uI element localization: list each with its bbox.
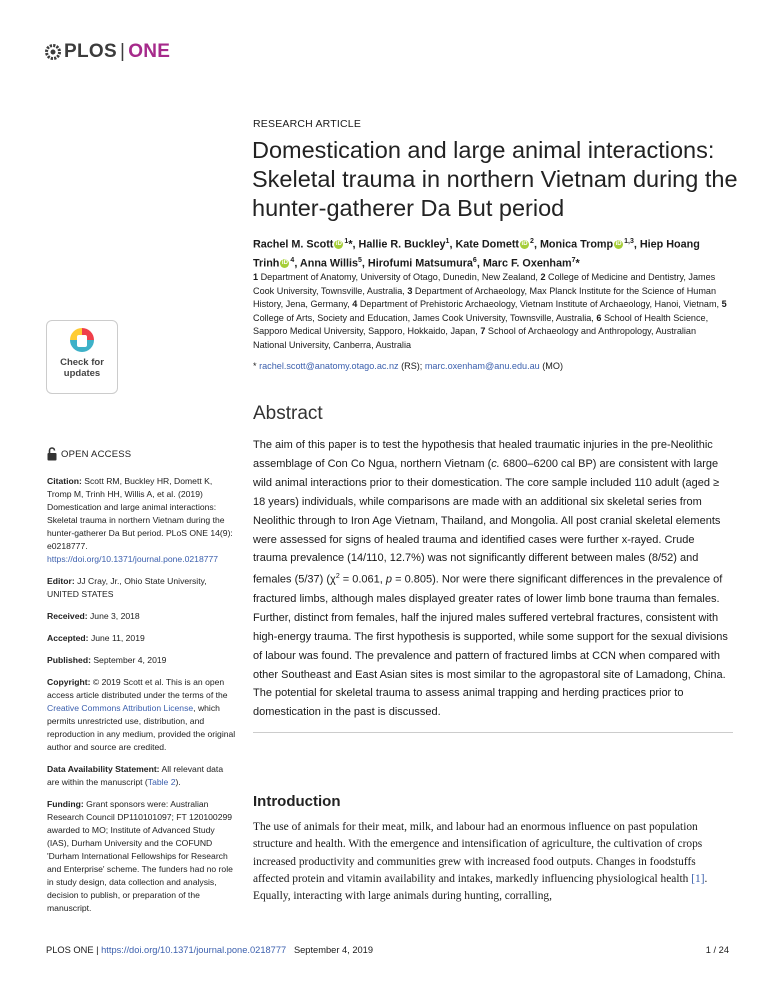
copyright-block — [47, 676, 237, 754]
abstract-part-4: = 0.805). Nor were there significant differences in the prevalence of fractured limbs, although males displayed greater rates of lower limb bone trauma than females. Further, distinct from females, half the injured males suffered vertebral fractures, consistent with high-energy trauma. The first hypothesis is supported, while some support for the sexual divisions of labour was found. The prevalence and pattern of fractured limbs at CCN when compared with other Southeast and East Asian sites is most similar to the agropastoral site of Lamadong, China. The potential for skeletal trauma to assess animal trapping and herding practices prior to domestication in the past is discussed. — [253, 574, 728, 719]
intro-part-2: . Equally, interacting with large animals during hunting, corralling, — [253, 872, 708, 903]
data-availability-pre: All relevant data are within the manuscript ( — [47, 764, 224, 787]
open-access-badge — [47, 447, 237, 461]
logo-separator: | — [119, 41, 126, 62]
published-label: Published: — [47, 655, 91, 665]
abstract-part-2: 6800–6200 cal BP) are consistent with large wild animal interactions prior to their domestication. The core sample included 110 adult (aged ≥ 18 years) individuals, while comparisons are made with an additional six skeletal series from Neolithic through to Iron Age Vietnam, Thailand, and Mongolia. All post cranial skeletal elements were assessed for signs of healed trauma and identified cases were further x-rayed. Crude trauma prevalence (14/110, 12.7%) was not significantly different between males (8/52) and females (5/37) (χ — [253, 457, 721, 586]
author-list: Rachel M. Scott iD $^1$*, Hallie R. Buckley$^1$, Kate Domett iD $^2$, Monica Tromp iD $^{1,3}$, Hiep Hoang Trinh iD $^4$, Anna Willis$^5$, Hirofumi Matsumura$^6$, Marc F. Oxenham$^7$* — [253, 238, 700, 270]
abstract-heading: Abstract — [253, 403, 323, 424]
received-block — [47, 610, 237, 623]
abstract-part-3: = 0.061, — [339, 574, 386, 586]
accepted-label: Accepted: — [47, 633, 89, 643]
article-type: RESEARCH ARTICLE — [253, 118, 362, 130]
author-name: Monica Tromp — [539, 238, 614, 251]
author-affiliation-sup: 1,3 — [624, 238, 634, 245]
email-link-1[interactable]: rachel.scott@anatomy.otago.ac.nz — [259, 361, 399, 371]
reference-1-link[interactable]: [1] — [691, 872, 705, 885]
author-name: Hirofumi Matsumura — [367, 257, 473, 270]
author-name: Marc F. Oxenham — [482, 257, 572, 270]
chi-square-exponent: 2 — [335, 573, 340, 581]
received-label: Received: — [47, 611, 88, 621]
plos-logo-icon — [45, 44, 61, 60]
affiliations — [253, 271, 731, 353]
page-number: 1 / 24 — [705, 945, 729, 955]
affiliation-text: Department of Prehistoric Archaeology, Vietnam Institute of Archaeology, Hanoi, Vietnam, — [359, 299, 720, 310]
data-availability-post: ). — [175, 777, 181, 787]
affiliation-text: Department of Archaeology, Max Planck Institute for the Science of Human History, Jena, Germany, — [253, 285, 717, 310]
received-date: June 3, 2018 — [90, 611, 140, 621]
crossmark-icon — [68, 326, 96, 356]
editor-text: JJ Cray, Jr., Ohio State University, UNITED STATES — [47, 576, 207, 599]
author-affiliation-sup: 6 — [472, 256, 477, 264]
citation-block — [47, 475, 237, 566]
abstract-divider — [253, 732, 733, 733]
copyright-text-pre: © 2019 Scott et al. This is an open access article distributed under the terms of the — [47, 677, 228, 700]
open-lock-icon — [47, 447, 57, 461]
data-availability-block — [47, 763, 237, 789]
abstract-part-1: The aim of this paper is to test the hypothesis that healed traumatic injuries in the pre-Neolithic assemblage of Con Co Ngua, northern Vietnam ( — [253, 439, 713, 470]
published-block — [47, 654, 237, 667]
plos-one-logo[interactable] — [45, 41, 170, 63]
check-updates-line2: updates — [63, 368, 101, 379]
check-for-updates-button[interactable] — [46, 320, 118, 394]
footer-date: September 4, 2019 — [293, 945, 374, 955]
email-link-2[interactable]: marc.oxenham@anu.edu.au — [424, 361, 540, 371]
orcid-icon[interactable]: iD — [281, 259, 288, 266]
abstract-circa: c. — [491, 457, 500, 470]
author-affiliation-sup: 5 — [358, 256, 362, 264]
abstract-text — [253, 436, 728, 722]
intro-part-1: The use of animals for their meat, milk, and labour had an enormous influence on past population structure and health. With the emergence and intensification of agriculture, the cultivation of crops increased productivity and communities grew with increased food outputs. Changes in foodstuffs affected protein and vitamin availability and intakes, markedly influencing physiological health — [253, 821, 703, 885]
author-name: Kate Domett — [455, 238, 520, 251]
affiliation-number: 7 — [480, 326, 486, 337]
funding-block — [47, 798, 237, 915]
orcid-icon[interactable]: iD — [335, 241, 342, 248]
accepted-date: June 11, 2019 — [90, 633, 145, 643]
footer-journal: PLOS ONE | — [46, 945, 99, 955]
editor-label: Editor: — [47, 576, 75, 586]
author-name: Anna Willis — [299, 257, 359, 270]
article-info-sidebar — [47, 447, 237, 924]
abstract-p-value: p — [385, 574, 393, 586]
affiliation-text: College of Arts, Society and Education, James Cook University, Townsville, Australia, — [253, 312, 594, 323]
affiliation-text: School of Archaeology and Anthropology, Australian National University, Canberra, Australia — [253, 326, 697, 350]
affiliation-text: College of Medicine and Dentistry, James Cook University, Townsville, Australia, — [253, 272, 716, 296]
accepted-block — [47, 632, 237, 645]
author-affiliation-sup: 1 — [445, 238, 450, 245]
correspondence — [253, 361, 723, 371]
table-2-link[interactable]: Table 2 — [147, 777, 176, 787]
correspondence-tag-1: (RS); — [401, 361, 423, 371]
editor-block — [47, 575, 237, 601]
correspondence-star: * — [253, 361, 257, 371]
page-footer — [46, 945, 729, 955]
license-link[interactable]: Creative Commons Attribution License — [47, 703, 194, 713]
citation-label: Citation: — [47, 476, 82, 486]
affiliation-number: 3 — [407, 285, 413, 296]
corresponding-author-star: * — [575, 257, 580, 270]
citation-text: Scott RM, Buckley HR, Domett K, Tromp M, Trinh HH, Willis A, et al. (2019) Domestication and large animal interactions: Skeletal trauma in northern Vietnam during the hunter-gatherer Da But period. PLoS ONE 14(9): e0218777. — [47, 476, 233, 551]
author-affiliation-sup: 7 — [571, 256, 576, 264]
author-name: Rachel M. Scott — [253, 238, 334, 251]
corresponding-author-star: * — [348, 238, 353, 251]
introduction-text — [253, 819, 729, 905]
affiliation-text: School of Health Science, Sapporo Medical University, Sapporo, Hokkaido, Japan, — [253, 312, 709, 337]
data-availability-label: Data Availability Statement: — [47, 764, 160, 774]
affiliation-number: 1 — [253, 272, 259, 282]
open-access-label: OPEN ACCESS — [61, 448, 132, 460]
citation-doi-link[interactable]: https://doi.org/10.1371/journal.pone.0218777 — [47, 554, 219, 564]
orcid-icon[interactable]: iD — [521, 241, 528, 248]
affiliation-number: 4 — [352, 299, 358, 310]
copyright-text-post: , which permits unrestricted use, distribution, and reproduction in any medium, provided the original author and source are credited. — [47, 703, 236, 752]
logo-plos-text: PLOS — [64, 41, 117, 62]
correspondence-tag-2: (MO) — [542, 361, 563, 371]
author-name: Hiep Hoang Trinh — [253, 238, 700, 270]
funding-label: Funding: — [47, 799, 84, 809]
affiliation-number: 5 — [721, 299, 727, 310]
author-name: Hallie R. Buckley — [358, 238, 446, 251]
introduction-heading: Introduction — [253, 793, 341, 810]
check-updates-line1: Check for — [60, 357, 104, 368]
author-affiliation-sup: 4 — [290, 256, 295, 264]
funding-text: Grant sponsors were: Australian Research Council DP110101097; FT 120100299 awarded to MO; Institute of Advanced Study (IAS), Durham University and the COFUND 'Durham International Fellowships for Research and Enterprise' scheme. The funders had no role in study design, data collection and analysis, decision to publish, or preparation of the manuscript. — [47, 799, 233, 913]
published-date: September 4, 2019 — [93, 655, 167, 665]
article-title: Domestication and large animal interactions: Skeletal trauma in northern Vietnam during the hunter-gatherer Da But period — [252, 137, 738, 221]
footer-doi-link[interactable]: https://doi.org/10.1371/journal.pone.0218777 — [101, 945, 287, 955]
author-affiliation-sup: 2 — [530, 238, 534, 245]
affiliation-number: 2 — [540, 272, 546, 282]
logo-one-text: ONE — [128, 41, 171, 62]
author-affiliation-sup: 1 — [344, 238, 349, 245]
affiliation-text: Department of Anatomy, University of Otago, Dunedin, New Zealand, — [260, 272, 538, 282]
orcid-icon[interactable]: iD — [615, 241, 622, 248]
affiliation-number: 6 — [596, 312, 602, 323]
copyright-label: Copyright: — [47, 677, 91, 687]
